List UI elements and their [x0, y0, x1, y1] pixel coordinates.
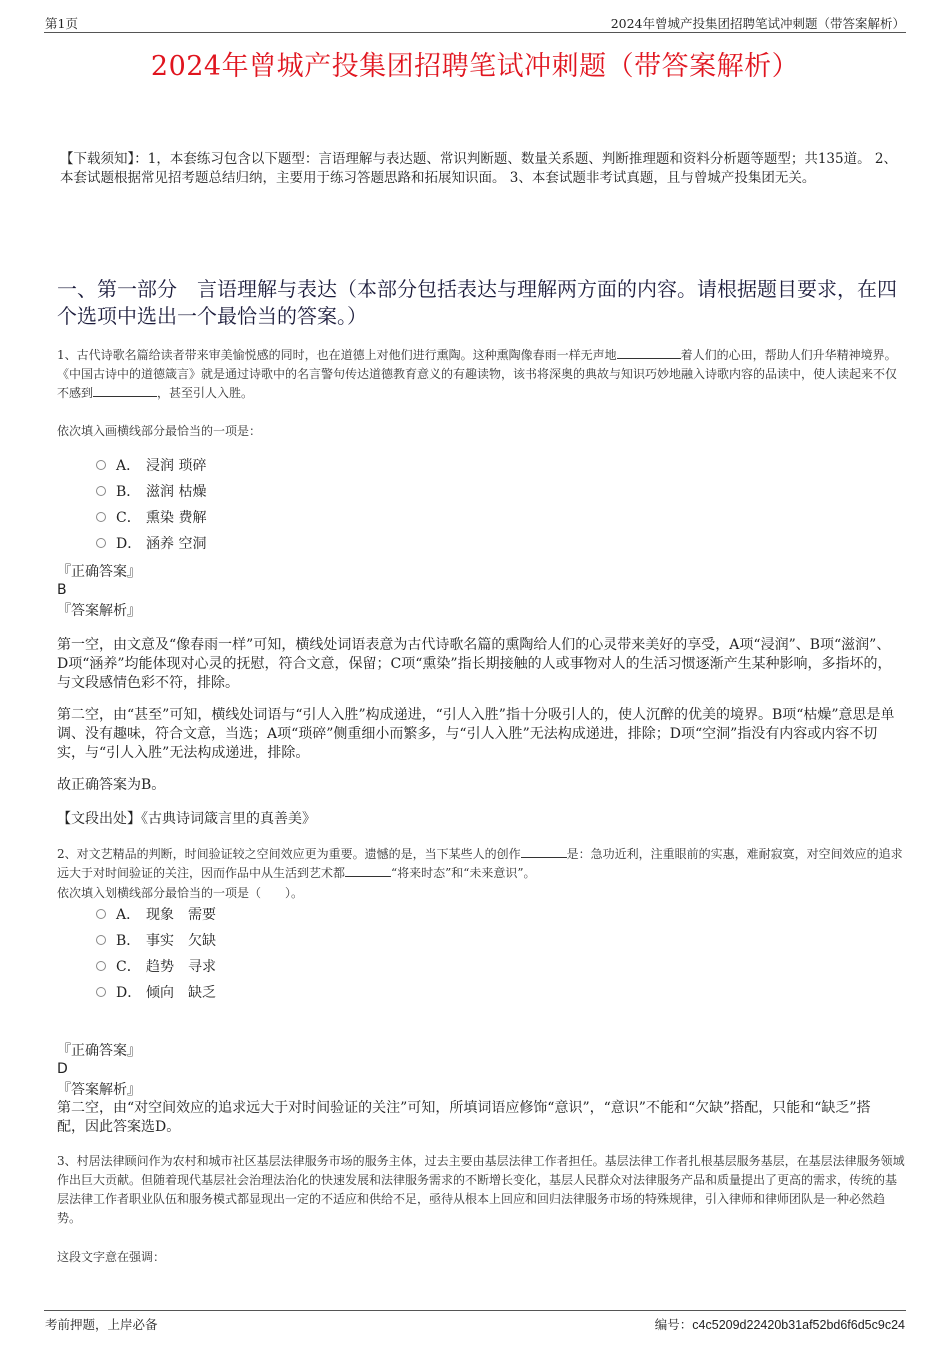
radio-icon[interactable]	[96, 538, 106, 548]
radio-icon[interactable]	[96, 935, 106, 945]
q1-conclusion: 故正确答案为B。	[57, 777, 166, 793]
q2-option-b[interactable]: B． 事实 欠缺	[96, 931, 216, 951]
download-notice: 【下载须知】：1，本套练习包含以下题型：言语理解与表达题、常识判断题、数量关系题、判断推理题和资料分析题等题型；共135道。 2、本套试题根据常见招考题总结归纳，主要用于练习答题思路和拓展知识面。 3、本套试题非考试真题，且与曾城产投集团无关。	[60, 151, 897, 186]
radio-icon[interactable]	[96, 961, 106, 971]
radio-icon[interactable]	[96, 987, 106, 997]
header-doc-title: 2024年曾城产投集团招聘笔试冲刺题（带答案解析）	[610, 16, 905, 31]
footer-rule	[44, 1310, 906, 1311]
radio-icon[interactable]	[96, 909, 106, 919]
question-2-prompt: 依次填入划横线部分最恰当的一项是（ ）。	[57, 886, 304, 900]
q1-answer: B	[57, 582, 67, 598]
radio-icon[interactable]	[96, 486, 106, 496]
question-1-prompt: 依次填入画横线部分最恰当的一项是：	[57, 424, 262, 438]
question-3-stem: 3、村居法律顾问作为农村和城市社区基层法律服务市场的服务主体，过去主要由基层法律工作者担任。基层法律工作者扎根基层服务基层，在基层法律服务领域作出巨大贡献。但随着现代基层社会治理法治化的快速发展和法律服务需求的不断增长变化，基层人民群众对法律服务产品和质量提出了更高的需求，传统的基层法律工作者职业队伍和服务模式都显现出一定的不适应和供给不足，亟待从根本上回应和回归法律服务市场的特殊规律，引入律师和律师团队是一种必然趋势。	[57, 1154, 905, 1225]
footer-slogan: 考前押题，上岸必备	[45, 1317, 158, 1332]
q2-option-d[interactable]: D． 倾向 缺乏	[96, 983, 216, 1003]
q2-option-c[interactable]: C． 趋势 寻求	[96, 957, 216, 977]
q2-analysis-label: 『答案解析』	[57, 1082, 141, 1098]
question-2-stem: 2、对文艺精品的判断，时间验证较之空间效应更为重要。遗憾的是，当下某些人的创作 是：急功近利，注重眼前的实惠，难耐寂寞，对空间效应的追求远大于对时间验证的关注，因而作品中从生活到艺术都 “将来时态”和“未来意识”。	[57, 847, 903, 880]
radio-icon[interactable]	[96, 460, 106, 470]
header-rule	[44, 32, 906, 33]
q1-source: 【文段出处】《古典诗词箴言里的真善美》	[57, 811, 316, 827]
q2-option-a[interactable]: A． 现象 需要	[96, 905, 216, 925]
q2-analysis-para: 第二空，由“对空间效应的追求远大于对时间验证的关注”可知，所填词语应修饰“意识”，“意识”不能和“欠缺”搭配，只能和“缺乏”搭配，因此答案选D。	[57, 1100, 871, 1135]
q1-option-c[interactable]: C． 熏染 费解	[96, 508, 206, 528]
question-1-stem: 1、古代诗歌名篇给读者带来审美愉悦感的同时，也在道德上对他们进行熏陶。这种熏陶像春雨一样无声地 着人们的心田，帮助人们升华精神境界。《中国古诗中的道德箴言》就是通过诗歌中的名言警句传达道德教育意义的有趣读物，该书将深奥的典故与知识巧妙地融入诗歌内容的品读中，使人读起来不仅不感到 ，甚至引人入胜。	[57, 348, 898, 400]
q2-answer-label: 『正确答案』	[57, 1043, 141, 1059]
footer-code: 编号：c4c5209d22420b31af52bd6f6d5c9c24	[654, 1317, 905, 1332]
page-title: 2024年曾城产投集团招聘笔试冲刺题（带答案解析）	[150, 51, 800, 82]
blank-line	[617, 346, 681, 359]
q1-option-d[interactable]: D． 涵养 空洞	[96, 534, 206, 554]
section-heading: 一、第一部分 言语理解与表达（本部分包括表达与理解两方面的内容。请根据题目要求，在四个选项中选出一个最恰当的答案。）	[57, 277, 897, 328]
q1-option-a[interactable]: A． 浸润 琐碎	[96, 456, 206, 476]
q1-answer-label: 『正确答案』	[57, 564, 141, 580]
question-3-prompt: 这段文字意在强调：	[57, 1250, 166, 1264]
page-number: 第1页	[45, 16, 78, 31]
radio-icon[interactable]	[96, 512, 106, 522]
blank-line	[93, 384, 157, 397]
q1-option-b[interactable]: B． 滋润 枯燥	[96, 482, 206, 502]
q2-answer: D	[57, 1061, 68, 1077]
q1-analysis-para-1: 第一空，由文意及“像春雨一样”可知，横线处词语表意为古代诗歌名篇的熏陶给人们的心灵带来美好的享受，A项“浸润”、B项“滋润”、D项“涵养”均能体现对心灵的抚慰，符合文意，保留；C项“熏染”指长期接触的人或事物对人的生活习惯逐渐产生某种影响，多指坏的，与文段感情色彩不符，排除。	[57, 637, 892, 691]
blank-line	[521, 845, 567, 858]
q1-analysis-label: 『答案解析』	[57, 603, 141, 619]
q1-analysis-para-2: 第二空，由“甚至”可知，横线处词语与“引人入胜”构成递进，“引人入胜”指十分吸引人的，使人沉醉的优美的境界。B项“枯燥”意思是单调、没有趣味，符合文意，当选；A项“琐碎”侧重细小而繁多，与“引人入胜”无法构成递进，排除；D项“空洞”指没有内容或内容不切实，与“引人入胜”无法构成递进，排除。	[57, 707, 895, 761]
blank-line	[345, 864, 391, 877]
